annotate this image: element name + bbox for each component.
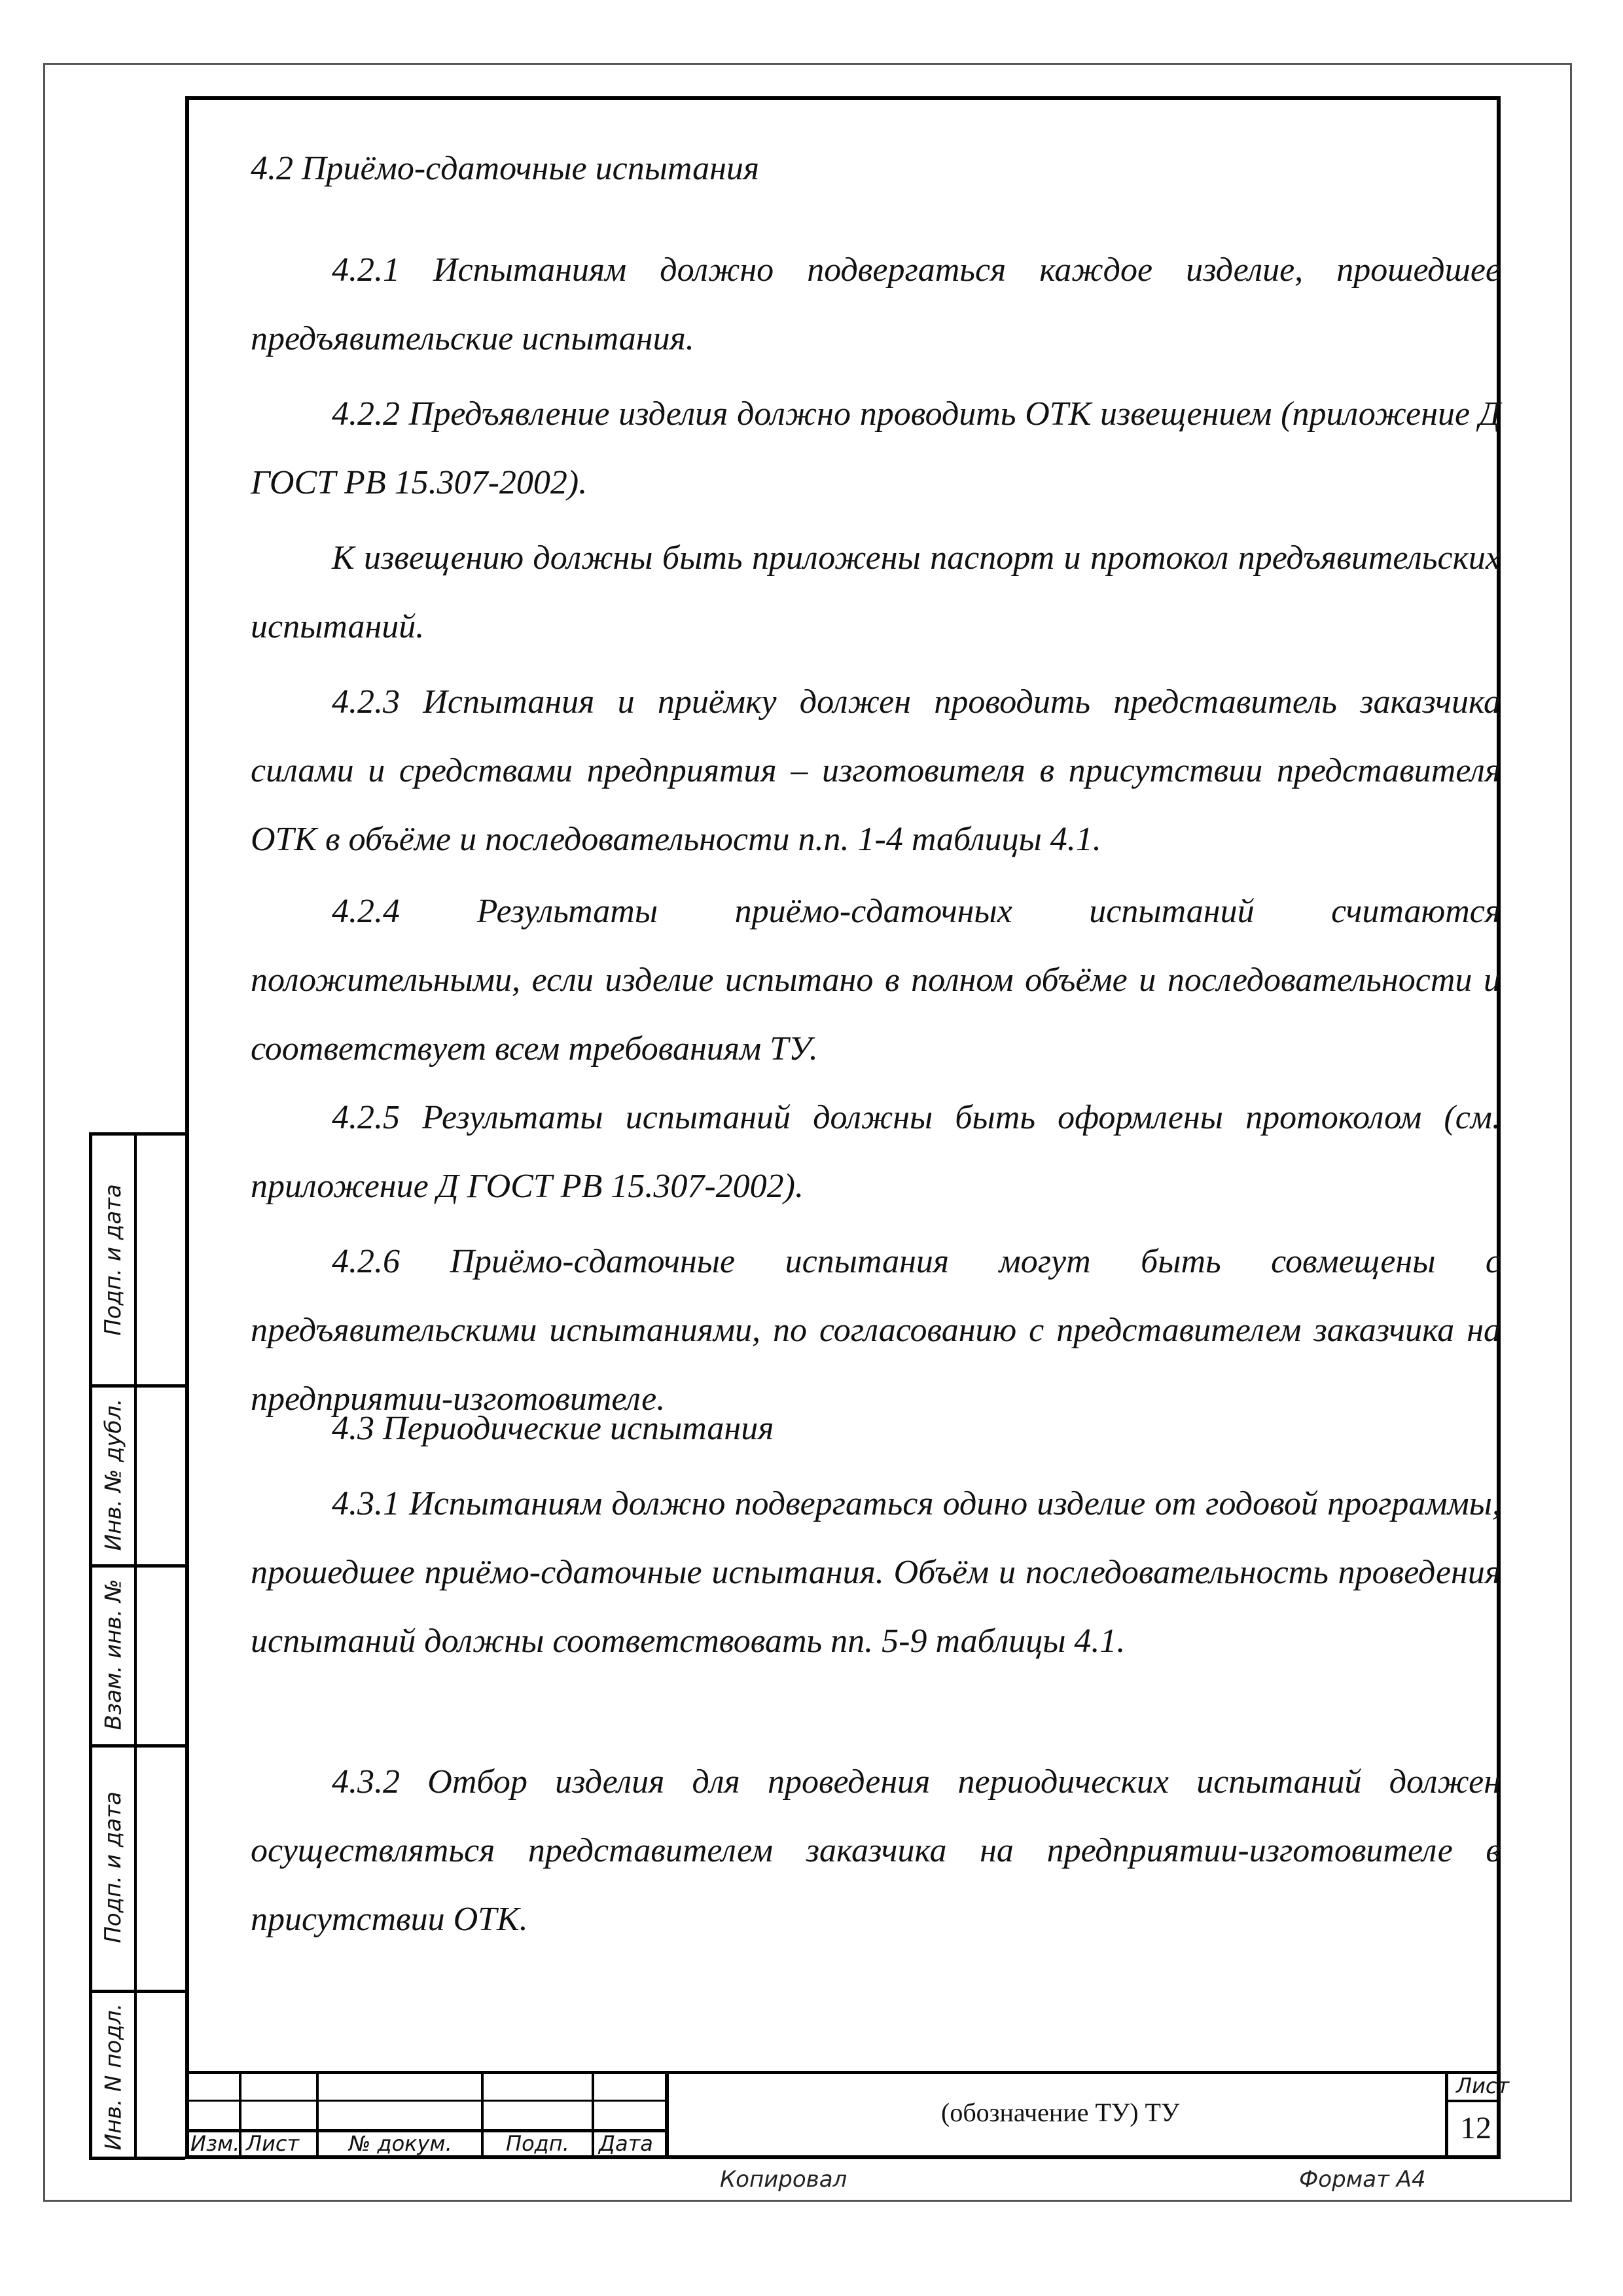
paragraph-4-2-3: 4.2.3 Испытания и приёмку должен проводить представитель заказчика силами и средствами предприятия – изготовителя в присутствии представителя ОТК в объёме и последовательности п.п. 1-4 таблицы 4.1. [251,683,1501,858]
footer-format: Формат А4 [1299,2166,1426,2193]
title-block-line [592,2071,594,2159]
title-label-n-dokum: № докум. [349,2131,452,2156]
side-label-inv-dubl: Инв. № дубл. [100,1398,126,1551]
paragraph-4-3-2: 4.3.2 Отбор изделия для проведения периодических испытаний должен осуществляться представителем заказчика на предприятии-изготовителе в присутствии ОТК. [251,1763,1501,1938]
title-block-line [185,2071,1501,2074]
sheet-label: Лист [1456,2073,1510,2098]
section-4-2-heading: 4.2 Приёмо-сдаточные испытания [251,150,760,187]
title-block-line [1445,2071,1448,2159]
paragraph-4-2-5: 4.2.5 Результаты испытаний должны быть оформлены протоколом (см. приложение Д ГОСТ РВ 15.307-2002). [251,1099,1501,1205]
sheet-cell [1476,2071,1501,2159]
side-stamp [89,1132,185,2160]
title-block [185,2071,1510,2159]
sheet-number: 12 [1460,2111,1491,2145]
title-label-izm: Изм. [190,2131,240,2156]
title-block-line [316,2071,319,2159]
title-label-list: Лист [246,2131,300,2156]
section-4-3-heading: 4.3 Периодические испытания [332,1410,774,1447]
paragraph-4-2-6: 4.2.6 Приёмо-сдаточные испытания могут быть совмещены с предъявительскими испытаниями, по согласованию с представителем заказчика на предприятии-изготовителе. [251,1243,1501,1418]
side-label-inv-podl: Инв. N подл. [100,2003,127,2150]
title-block-line [665,2071,669,2159]
side-label-podp-data: Подп. и дата [100,1184,127,1336]
side-label-vzam-inv: Взам. инв. № [100,1579,127,1730]
title-label-podp: Подп. [506,2131,569,2156]
title-label-data: Дата [599,2131,653,2156]
paragraph-4-3-1: 4.3.1 Испытаниям должно подвергаться одино изделие от годовой программы, прошедшее приёмо-сдаточные испытания. Объём и последовательность проведения испытаний должны соответствовать пп. 5-9 таблицы 4.1. [251,1485,1501,1660]
title-block-line [481,2071,484,2159]
document-designation: (обозначение ТУ) ТУ [941,2098,1180,2127]
side-label-podp-data: Подп. и дата [100,1791,127,1943]
paragraph-4-2-2: 4.2.2 Предъявление изделия должно проводить ОТК извещением (приложение Д ГОСТ РВ 15.307-2002). [251,395,1501,501]
paragraph-4-2-1: 4.2.1 Испытаниям должно подвергаться каждое изделие, прошедшее предъявительские испытания. [251,251,1501,357]
side-stamp-divider [134,1136,137,2157]
paragraph-4-2-4: 4.2.4 Результаты приёмо-сдаточных испытаний считаются положительными, если изделие испытано в полном объёме и последовательности и соответствует всем требованиям ТУ. [251,893,1501,1067]
footer-copied: Копировал [720,2166,847,2193]
paragraph-4-2-2-attachment: К извещению должны быть приложены паспорт и протокол предъявительских испытаний. [251,539,1501,645]
